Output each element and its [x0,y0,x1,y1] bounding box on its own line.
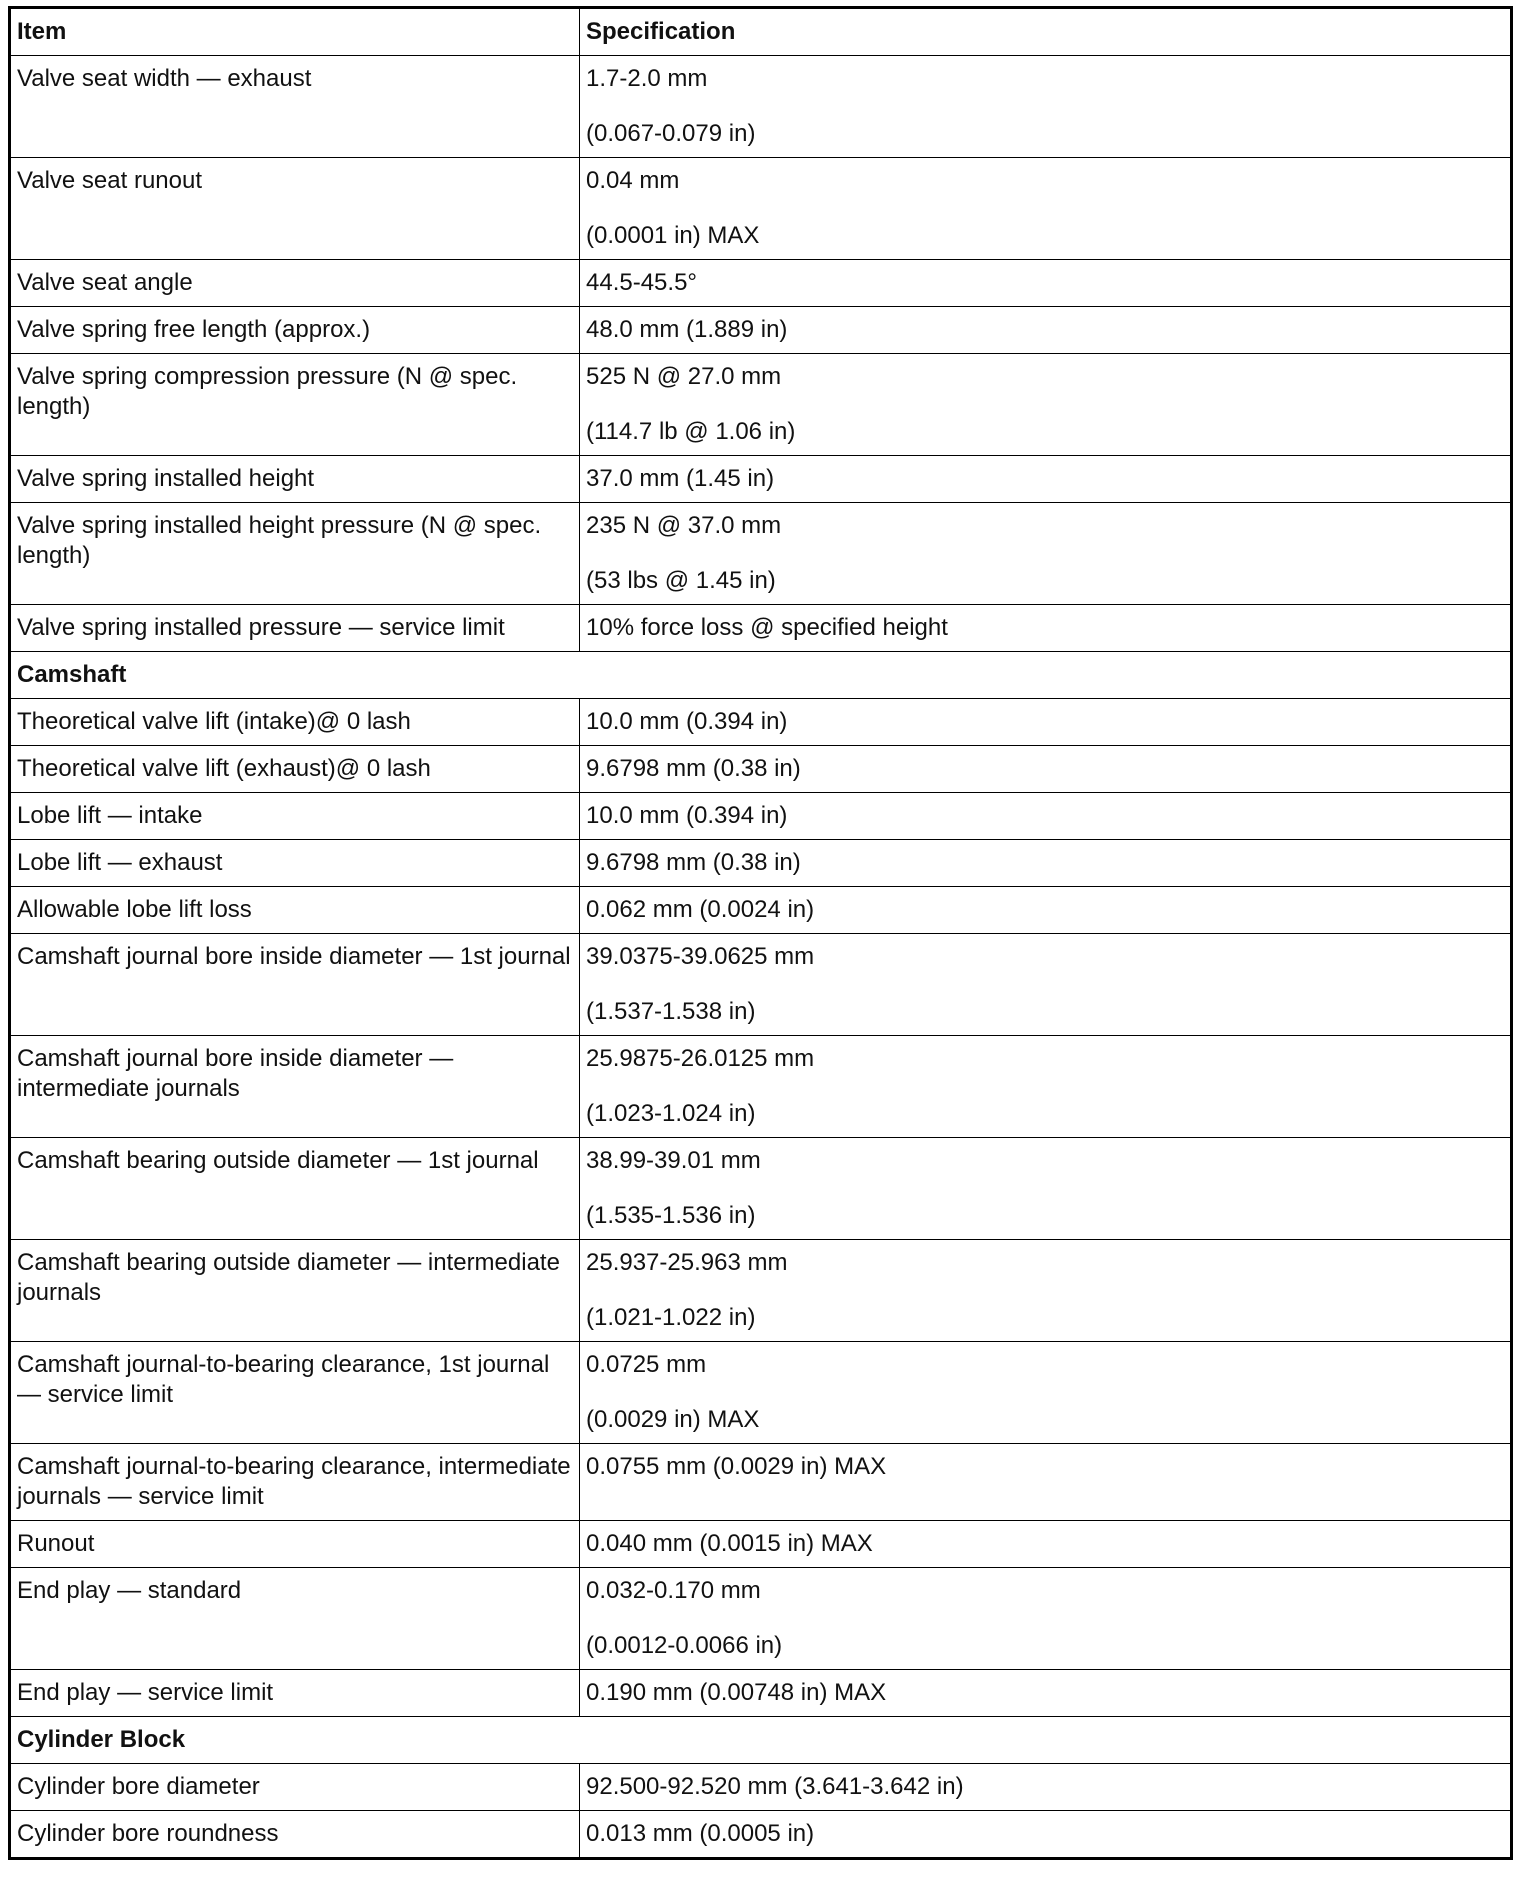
table-row [10,354,1512,456]
section-heading: Camshaft [10,652,1512,699]
item-cell: Valve spring installed pressure — service limit [10,605,580,652]
spec-value: 9.6798 mm (0.38 in) [586,849,801,876]
specification-cell [580,1670,1512,1717]
item-cell: Lobe lift — exhaust [10,840,580,887]
spec-value-alt: (1.021-1.022 in) [586,1304,756,1331]
table-row [10,1521,1512,1568]
spec-value-alt: (0.0029 in) MAX [586,1406,760,1433]
table-row [10,56,1512,158]
spec-value: 92.500-92.520 mm (3.641-3.642 in) [586,1773,964,1800]
spec-value: 39.0375-39.0625 mm [586,943,815,970]
specification-cell [580,456,1512,503]
item-cell: Cylinder bore diameter [10,1764,580,1811]
specification-cell [580,934,1512,1036]
spec-value: 235 N @ 37.0 mm [586,512,782,539]
item-cell: Runout [10,1521,580,1568]
item-cell: Valve seat runout [10,158,580,260]
item-cell: Valve seat width — exhaust [10,56,580,158]
specification-cell [580,354,1512,456]
item-cell: Camshaft bearing outside diameter — 1st journal [10,1138,580,1240]
table-row [10,1036,1512,1138]
specification-cell [580,1342,1512,1444]
table-row [10,1444,1512,1521]
spec-value: 10.0 mm (0.394 in) [586,802,788,829]
item-cell: Allowable lobe lift loss [10,887,580,934]
table-row [10,158,1512,260]
specification-cell [580,699,1512,746]
item-cell: Camshaft bearing outside diameter — intermediate journals [10,1240,580,1342]
specification-table [8,6,1513,1860]
item-cell: Valve spring installed height pressure (N @ spec. length) [10,503,580,605]
spec-value: 0.032-0.170 mm [586,1577,761,1604]
spec-value: 10% force loss @ specified height [586,614,948,641]
spec-value: 0.04 mm [586,167,680,194]
table-header-row [10,8,1512,56]
table-body [10,56,1512,1859]
table-row [10,1670,1512,1717]
spec-value-alt: (0.067-0.079 in) [586,120,756,147]
table-row [10,840,1512,887]
spec-value: 0.0755 mm (0.0029 in) MAX [586,1453,887,1480]
item-cell: Cylinder bore roundness [10,1811,580,1859]
column-header-item: Item [10,8,580,56]
spec-value-alt: (0.0001 in) MAX [586,222,760,249]
spec-value: 10.0 mm (0.394 in) [586,708,788,735]
spec-value: 0.190 mm (0.00748 in) MAX [586,1679,887,1706]
spec-value: 1.7-2.0 mm [586,65,708,92]
table-row [10,1764,1512,1811]
specification-cell [580,887,1512,934]
specification-cell [580,1521,1512,1568]
spec-value-alt: (114.7 lb @ 1.06 in) [586,418,796,445]
table-row [10,456,1512,503]
specification-cell [580,746,1512,793]
item-cell: Lobe lift — intake [10,793,580,840]
section-row [10,652,1512,699]
specification-cell [580,1444,1512,1521]
item-cell: Valve spring installed height [10,456,580,503]
item-cell: Valve spring compression pressure (N @ spec. length) [10,354,580,456]
specification-cell [580,1811,1512,1859]
item-cell: Theoretical valve lift (exhaust)@ 0 lash [10,746,580,793]
specification-cell [580,1764,1512,1811]
spec-value-alt: (0.0012-0.0066 in) [586,1632,783,1659]
item-cell: Camshaft journal bore inside diameter — 1st journal [10,934,580,1036]
specification-cell [580,158,1512,260]
spec-value-alt: (1.537-1.538 in) [586,998,756,1025]
table-row [10,746,1512,793]
section-row [10,1717,1512,1764]
spec-value: 25.9875-26.0125 mm [586,1045,815,1072]
table-row [10,934,1512,1036]
table-row [10,605,1512,652]
item-cell: End play — standard [10,1568,580,1670]
spec-value-alt: (1.023-1.024 in) [586,1100,756,1127]
spec-value-alt: (53 lbs @ 1.45 in) [586,567,776,594]
item-cell: Valve spring free length (approx.) [10,307,580,354]
section-heading: Cylinder Block [10,1717,1512,1764]
table-row [10,260,1512,307]
spec-value: 48.0 mm (1.889 in) [586,316,788,343]
table-row [10,1240,1512,1342]
table-row [10,793,1512,840]
specification-cell [580,260,1512,307]
specification-cell [580,503,1512,605]
item-cell: Valve seat angle [10,260,580,307]
table-row [10,699,1512,746]
table-row [10,1138,1512,1240]
spec-value: 0.0725 mm [586,1351,707,1378]
specification-cell [580,605,1512,652]
table-row [10,1811,1512,1859]
table-row [10,307,1512,354]
specification-cell [580,1240,1512,1342]
item-cell: End play — service limit [10,1670,580,1717]
table-row [10,1342,1512,1444]
specification-cell [580,1568,1512,1670]
spec-value: 25.937-25.963 mm [586,1249,788,1276]
spec-value: 44.5-45.5° [586,269,698,296]
spec-value-alt: (1.535-1.536 in) [586,1202,756,1229]
spec-value: 0.062 mm (0.0024 in) [586,896,815,923]
specification-cell [580,1138,1512,1240]
spec-value: 37.0 mm (1.45 in) [586,465,775,492]
spec-value: 525 N @ 27.0 mm [586,363,782,390]
table-row [10,1568,1512,1670]
item-cell: Camshaft journal-to-bearing clearance, intermediate journals — service limit [10,1444,580,1521]
specification-cell [580,840,1512,887]
specification-cell [580,307,1512,354]
table-row [10,887,1512,934]
item-cell: Camshaft journal-to-bearing clearance, 1st journal — service limit [10,1342,580,1444]
item-cell: Camshaft journal bore inside diameter — intermediate journals [10,1036,580,1138]
spec-value: 0.040 mm (0.0015 in) MAX [586,1530,873,1557]
specification-cell [580,56,1512,158]
table-row [10,503,1512,605]
spec-value: 0.013 mm (0.0005 in) [586,1820,815,1847]
specification-cell [580,1036,1512,1138]
item-cell: Theoretical valve lift (intake)@ 0 lash [10,699,580,746]
column-header-specification: Specification [580,8,1512,56]
spec-value: 9.6798 mm (0.38 in) [586,755,801,782]
specification-cell [580,793,1512,840]
spec-value: 38.99-39.01 mm [586,1147,761,1174]
